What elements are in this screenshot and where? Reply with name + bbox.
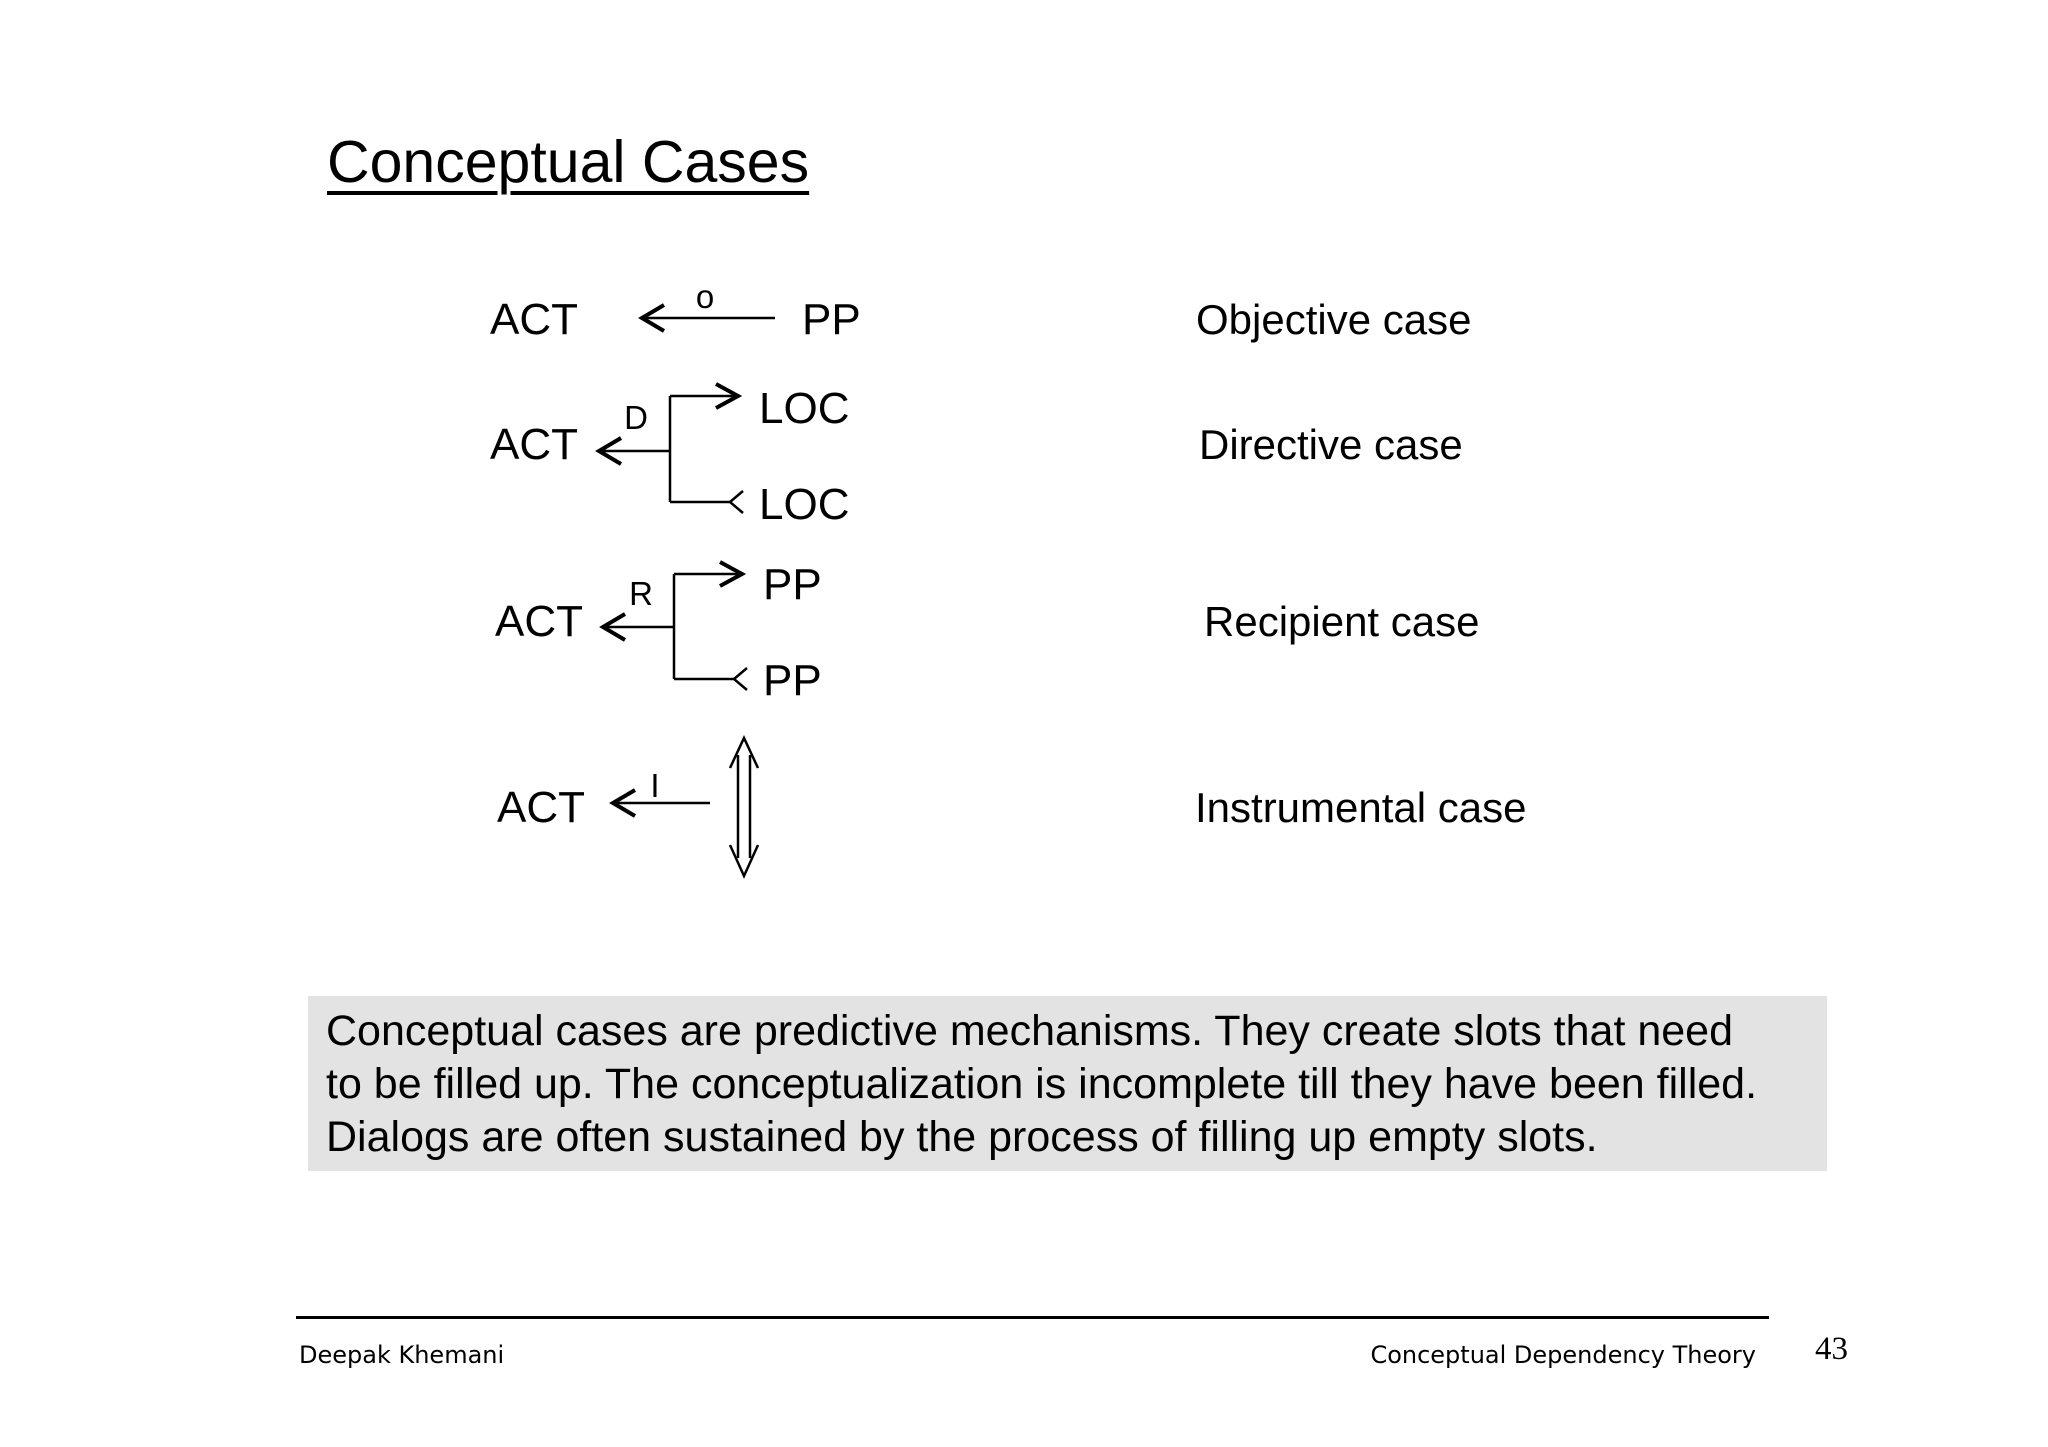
recipient-arrows — [602, 562, 747, 690]
instrumental-arrow — [612, 790, 710, 816]
instrumental-marker: I — [650, 767, 660, 804]
slide-title: Conceptual Cases — [327, 129, 810, 195]
objective-case-label: Objective case — [1196, 296, 1472, 343]
recipient-from-pp-label: PP — [763, 656, 822, 705]
directive-marker: D — [624, 399, 648, 436]
footer-author: Deepak Khemani — [299, 1341, 505, 1369]
directive-to-loc-label: LOC — [759, 384, 850, 433]
summary-line-3: Dialogs are often sustained by the process of filling up empty slots. — [326, 1113, 1598, 1161]
instrumental-act-label: ACT — [497, 783, 585, 832]
double-headed-vertical-arrow — [730, 738, 758, 876]
recipient-case-row — [495, 560, 1479, 705]
page-number: 43 — [1815, 1331, 1848, 1367]
directive-arrows — [598, 384, 743, 513]
objective-case-row — [490, 278, 1471, 344]
objective-marker: o — [695, 278, 715, 315]
footer-topic: Conceptual Dependency Theory — [1370, 1341, 1756, 1369]
recipient-to-pp-label: PP — [763, 560, 822, 609]
directive-from-loc-label: LOC — [759, 480, 850, 529]
recipient-act-label: ACT — [495, 597, 583, 646]
directive-act-label: ACT — [490, 420, 578, 469]
instrumental-case-row — [497, 738, 1527, 876]
objective-act-label: ACT — [490, 295, 578, 344]
directive-case-label: Directive case — [1199, 421, 1463, 468]
summary-line-1: Conceptual cases are predictive mechanisms. They create slots that need — [326, 1007, 1733, 1055]
objective-pp-label: PP — [802, 295, 861, 344]
recipient-case-label: Recipient case — [1204, 598, 1480, 645]
summary-box — [308, 996, 1827, 1171]
directive-case-row — [490, 384, 1463, 529]
footer-divider — [296, 1316, 1769, 1319]
instrumental-case-label: Instrumental case — [1195, 784, 1527, 831]
summary-line-2: to be filled up. The conceptualization is incomplete till they have been filled. — [326, 1060, 1758, 1108]
recipient-marker: R — [629, 575, 653, 612]
